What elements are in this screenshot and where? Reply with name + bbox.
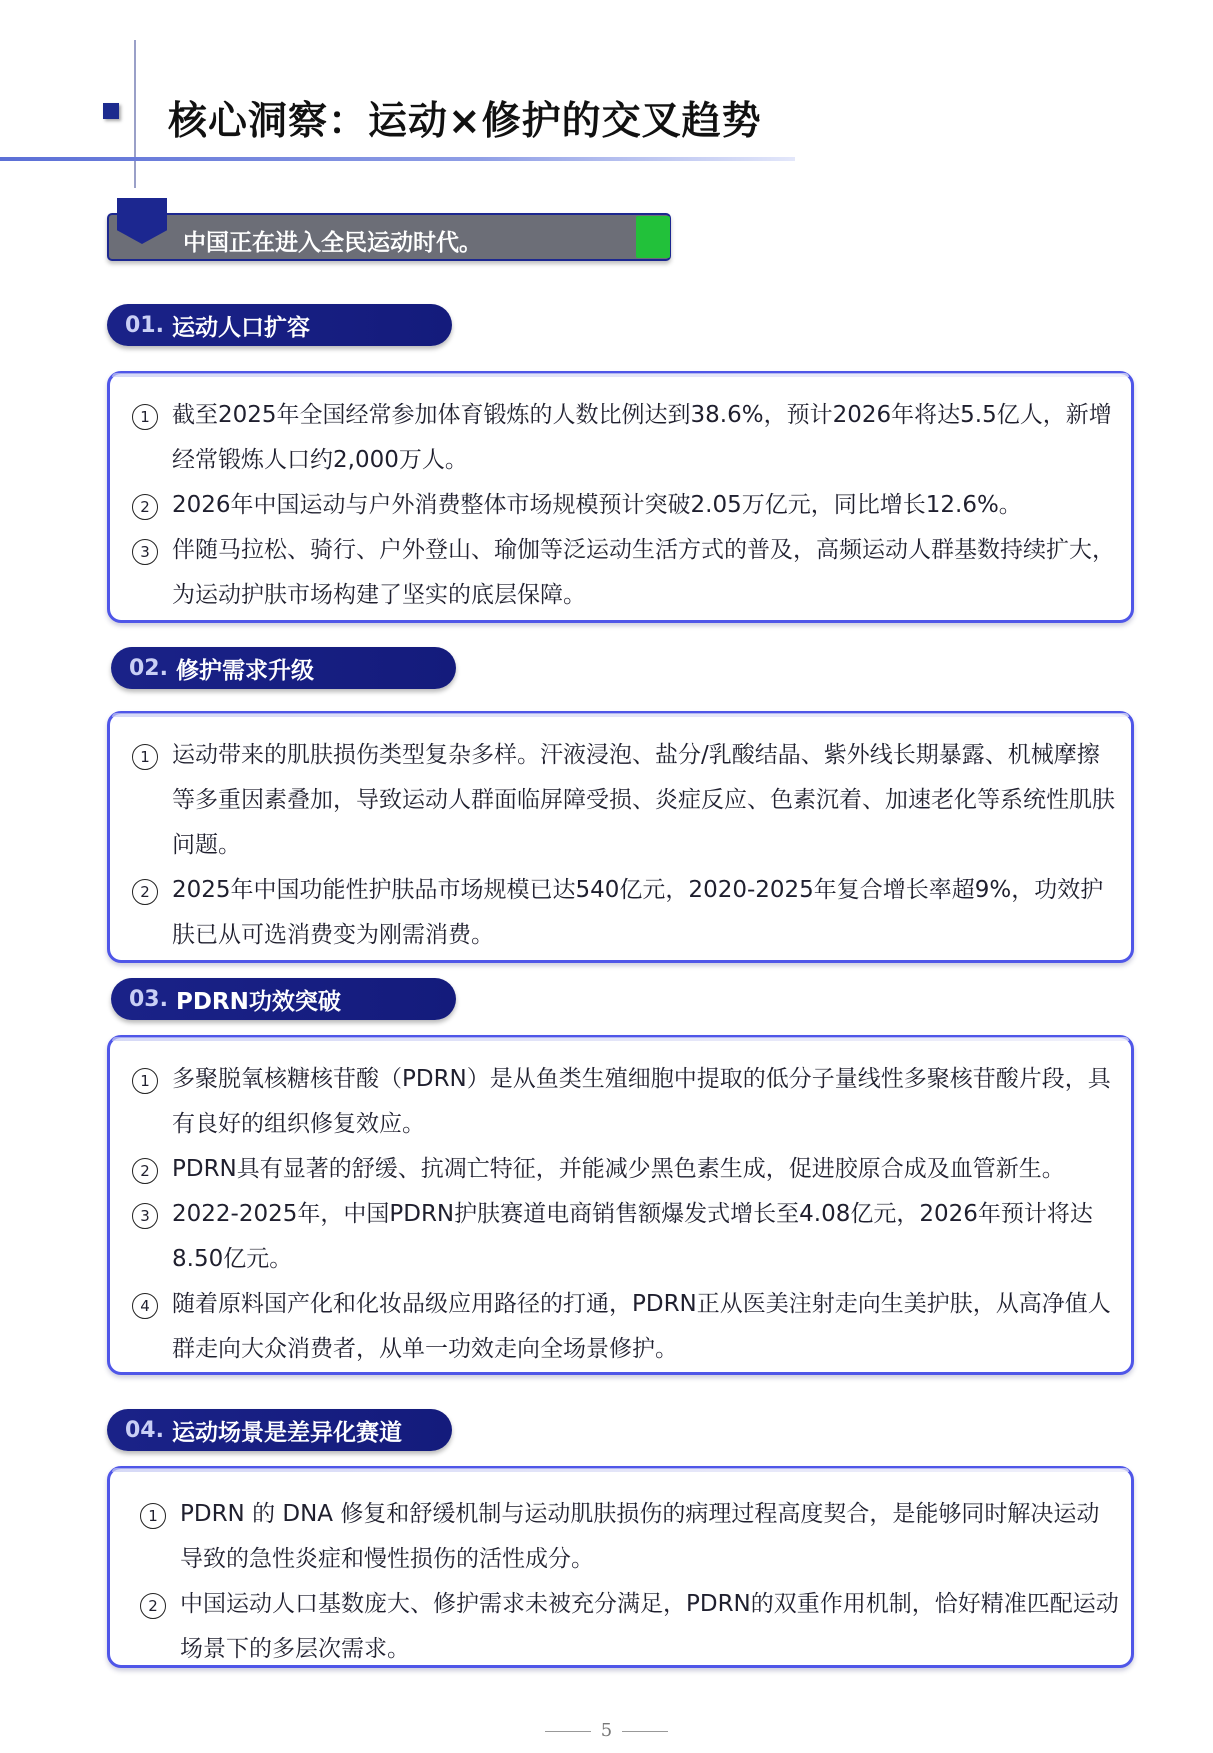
section-header-02: [111, 647, 456, 689]
list-item: [132, 402, 1121, 483]
page-footer: [0, 1720, 1213, 1741]
section-header-03: [111, 978, 456, 1020]
header-horizontal-rule: [0, 157, 795, 161]
section-label: 运动场景是差异化赛道: [171, 1419, 402, 1446]
circled-number: 2: [140, 1593, 166, 1619]
section-box-02: [107, 711, 1134, 963]
section-box-01: [107, 371, 1134, 623]
circled-number: 4: [132, 1293, 158, 1319]
banner-accent-block: [636, 216, 670, 258]
list-item-text: 中国运动人口基数庞大、修护需求未被充分满足，PDRN的双重作用机制，恰好精准匹配运动场景下的多层次需求。: [180, 1591, 1119, 1662]
header-vertical-rule: [134, 40, 136, 188]
list-item-text: 2025年中国功能性护肤品市场规模已达540亿元，2020-2025年复合增长率超9%，功效护肤已从可选消费变为刚需消费。: [172, 877, 1104, 948]
list-item-text: PDRN具有显著的舒缓、抗凋亡特征，并能减少黑色素生成，促进胶原合成及血管新生。: [172, 1156, 1065, 1182]
circled-number: 1: [132, 404, 158, 430]
circled-number: 2: [132, 879, 158, 905]
section-label: PDRN功效突破: [175, 988, 341, 1015]
list-item: [132, 1291, 1121, 1372]
list-item: [132, 877, 1121, 958]
list-item: [140, 1591, 1121, 1672]
section-number: 03.: [129, 986, 168, 1012]
list-item: [132, 537, 1121, 618]
circled-number: 1: [140, 1503, 166, 1529]
circled-number: 1: [132, 1068, 158, 1094]
list-item-text: 2026年中国运动与户外消费整体市场规模预计突破2.05万亿元，同比增长12.6%。: [172, 492, 1022, 518]
list-item-text: 运动带来的肌肤损伤类型复杂多样。汗液浸泡、盐分/乳酸结晶、紫外线长期暴露、机械摩擦等多重因素叠加，导致运动人群面临屏障受损、炎症反应、色素沉着、加速老化等系统性肌肤问题。: [172, 742, 1115, 858]
page-title: 核心洞察：运动×修护的交叉趋势: [168, 99, 762, 144]
page-number: 5: [600, 1720, 613, 1741]
list-item-text: 多聚脱氧核糖核苷酸（PDRN）是从鱼类生殖细胞中提取的低分子量线性多聚核苷酸片段，具有良好的组织修复效应。: [172, 1066, 1111, 1137]
section-number: 02.: [129, 655, 168, 681]
circled-number: 3: [132, 1203, 158, 1229]
section-header-04: [107, 1409, 452, 1451]
circled-number: 2: [132, 1158, 158, 1184]
section-header-01: [107, 304, 452, 346]
banner-text: 中国正在进入全民运动时代。: [183, 230, 482, 256]
section-box-04: [107, 1466, 1134, 1668]
circled-number: 2: [132, 494, 158, 520]
list-item: [140, 1501, 1121, 1582]
list-item-text: 2022-2025年，中国PDRN护肤赛道电商销售额爆发式增长至4.08亿元，2026年预计将达8.50亿元。: [172, 1201, 1093, 1272]
list-item: [132, 1201, 1121, 1282]
section-label: 修护需求升级: [175, 657, 314, 684]
section-number: 01.: [125, 312, 164, 338]
footer-dash: [545, 1731, 591, 1732]
circled-number: 3: [132, 539, 158, 565]
list-item-text: 截至2025年全国经常参加体育锻炼的人数比例达到38.6%，预计2026年将达5.5亿人，新增经常锻炼人口约2,000万人。: [172, 402, 1112, 473]
section-number: 04.: [125, 1417, 164, 1443]
section-label: 运动人口扩容: [171, 314, 310, 341]
footer-dash: [622, 1731, 668, 1732]
title-square-icon: [103, 103, 119, 119]
list-item: [132, 492, 1121, 528]
list-item-text: 随着原料国产化和化妆品级应用路径的打通，PDRN正从医美注射走向生美护肤，从高净值人群走向大众消费者，从单一功效走向全场景修护。: [172, 1291, 1111, 1362]
list-item-text: 伴随马拉松、骑行、户外登山、瑜伽等泛运动生活方式的普及，高频运动人群基数持续扩大，为运动护肤市场构建了坚实的底层保障。: [172, 537, 1115, 608]
list-item: [132, 742, 1121, 868]
list-item: [132, 1156, 1121, 1192]
section-box-03: [107, 1035, 1134, 1375]
circled-number: 1: [132, 744, 158, 770]
list-item: [132, 1066, 1121, 1147]
list-item-text: PDRN 的 DNA 修复和舒缓机制与运动肌肤损伤的病理过程高度契合，是能够同时解决运动导致的急性炎症和慢性损伤的活性成分。: [180, 1501, 1100, 1572]
